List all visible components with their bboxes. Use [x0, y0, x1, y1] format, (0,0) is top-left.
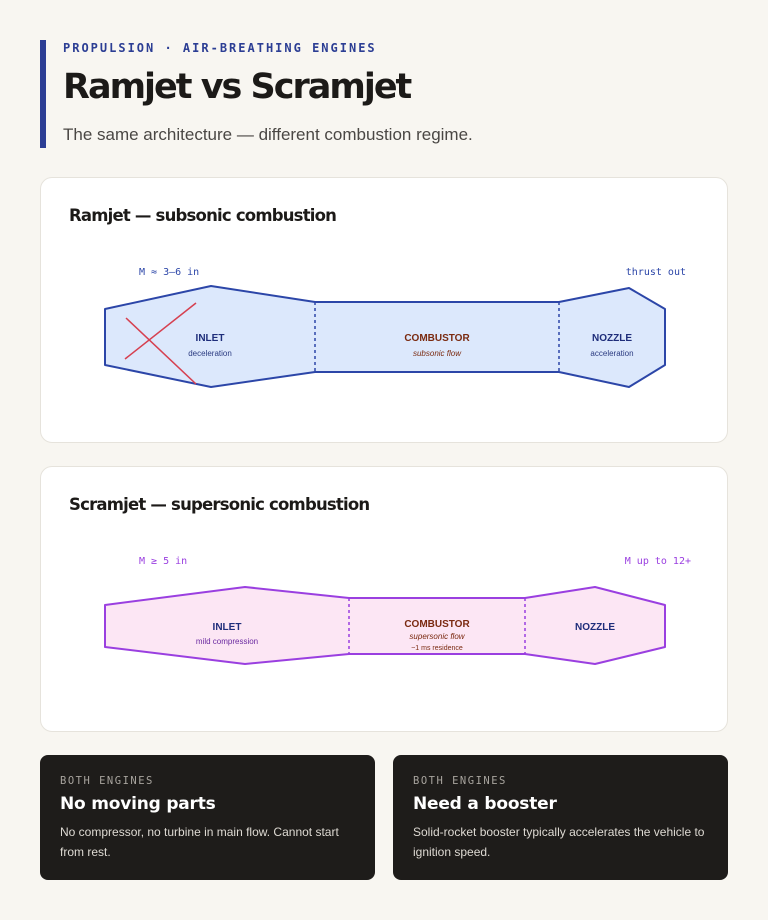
info-card-text: No compressor, no turbine in main flow. Cannot start from rest. — [60, 825, 339, 859]
scramjet-inflow-label: M ≥ 5 in — [139, 556, 188, 567]
scramjet-outflow-label: M up to 12+ — [624, 556, 691, 567]
scramjet-nozzle-label: NOZZLE — [575, 622, 615, 633]
scramjet-card — [40, 466, 728, 732]
ramjet-outflow-label: thrust out — [625, 267, 686, 278]
scramjet-combustor-desc: supersonic flow — [409, 632, 465, 641]
info-card-eyebrow: BOTH ENGINES — [60, 775, 154, 787]
page-subtitle: The same architecture — different combustion regime. — [63, 125, 473, 144]
ramjet-body — [105, 286, 665, 387]
ramjet-nozzle-desc: acceleration — [590, 349, 634, 358]
ramjet-combustor-label: COMBUSTOR — [404, 333, 470, 344]
info-card-text: Solid-rocket booster typically accelerates the vehicle to ignition speed. — [413, 825, 705, 859]
scramjet-combustor-label: COMBUSTOR — [404, 619, 470, 630]
scramjet-combustor-note: ~1 ms residence — [411, 645, 463, 652]
info-card-need-booster — [393, 755, 728, 880]
ramjet-inflow-label: M ≈ 3–6 in — [139, 267, 200, 278]
scramjet-inlet-desc: mild compression — [195, 637, 259, 646]
page-eyebrow: PROPULSION · AIR-BREATHING ENGINES — [63, 41, 377, 55]
ramjet-inlet-desc: deceleration — [188, 349, 232, 358]
ramjet-nozzle-label: NOZZLE — [592, 333, 632, 344]
page-title: Ramjet vs Scramjet — [63, 67, 411, 107]
ramjet-combustor-desc: subsonic flow — [412, 349, 462, 358]
ramjet-title: Ramjet — subsonic combustion — [69, 206, 337, 225]
page-header — [40, 40, 473, 148]
info-card-title: Need a booster — [413, 794, 557, 814]
ramjet-diagram — [41, 178, 729, 444]
info-card-eyebrow: BOTH ENGINES — [413, 775, 507, 787]
scramjet-title: Scramjet — supersonic combustion — [69, 495, 370, 514]
scramjet-inlet-label: INLET — [212, 622, 242, 633]
info-card-title: No moving parts — [60, 794, 216, 814]
ramjet-inlet-label: INLET — [195, 333, 225, 344]
info-card-no-moving-parts — [40, 755, 375, 880]
scramjet-diagram — [41, 467, 729, 733]
ramjet-card — [40, 177, 728, 443]
